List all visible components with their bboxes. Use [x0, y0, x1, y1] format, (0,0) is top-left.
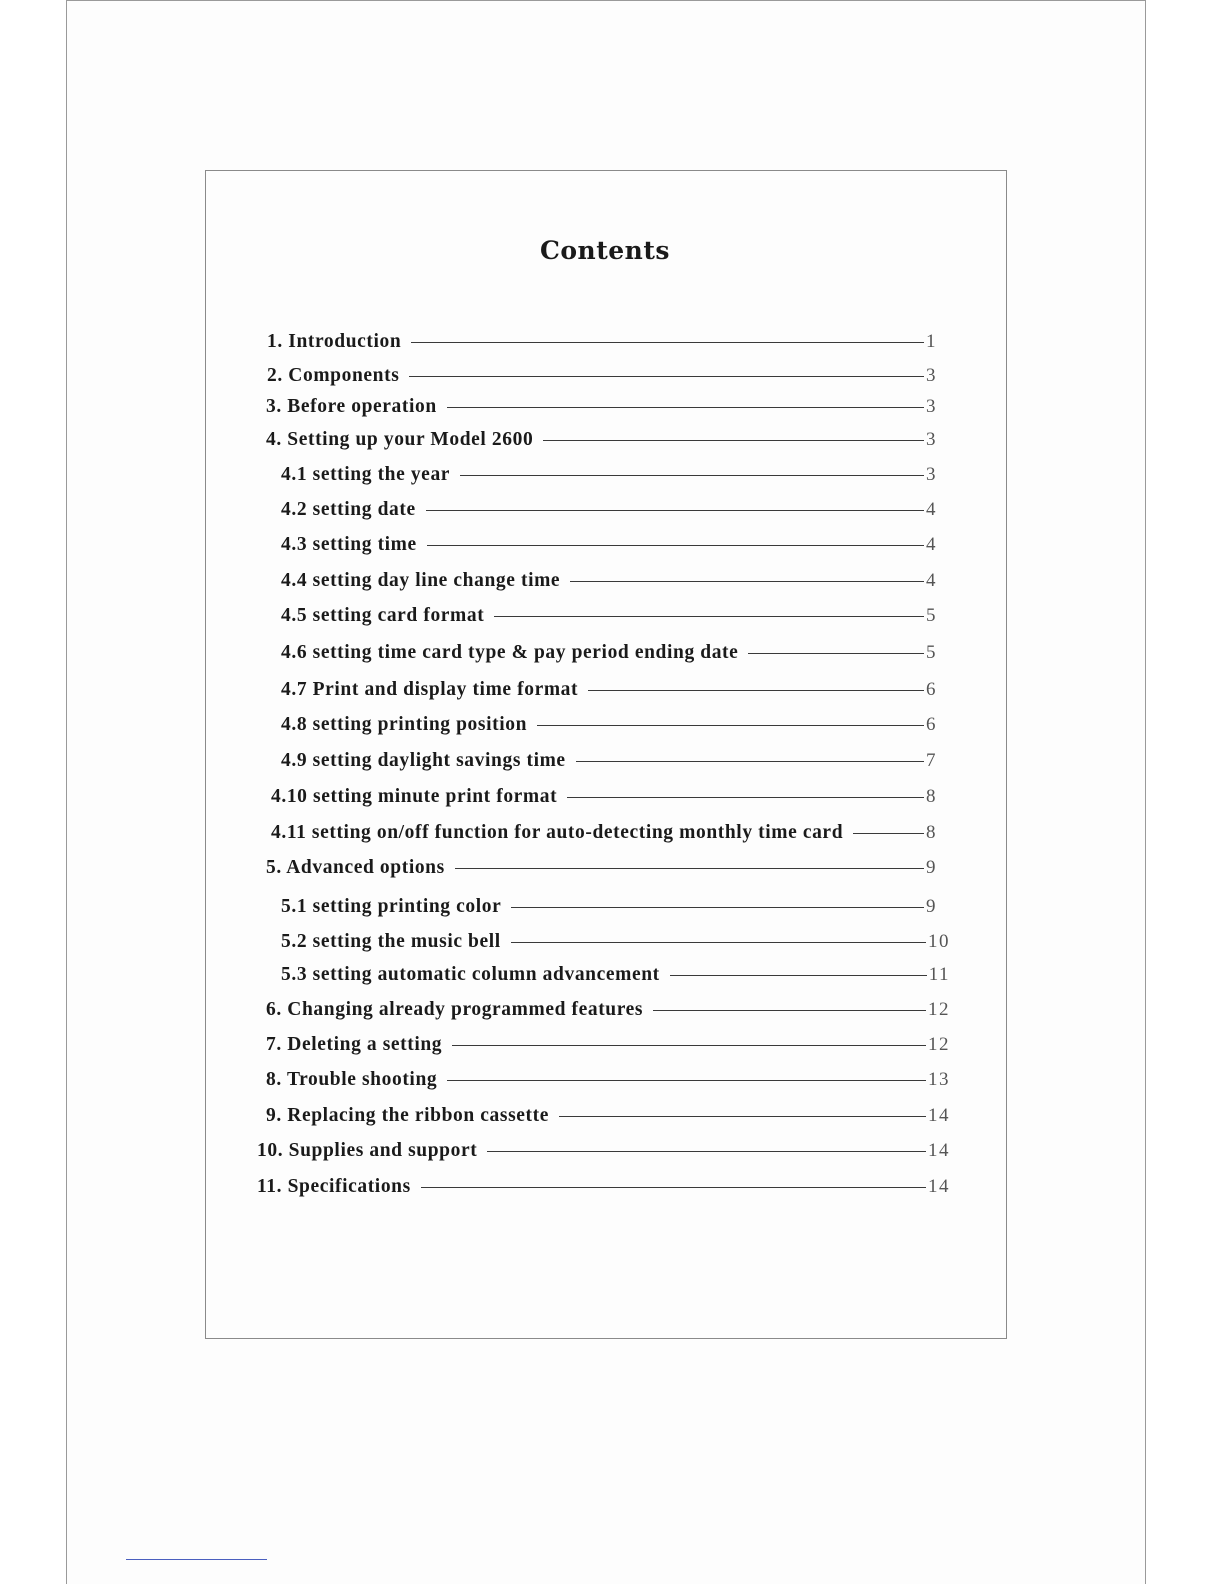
toc-entry-label: 4.1 setting the year: [281, 464, 451, 485]
toc-leader-line: [853, 833, 924, 834]
toc-entry-label: 4.5 setting card format: [281, 605, 485, 626]
toc-entry-label: 4.7 Print and display time format: [281, 679, 579, 700]
toc-leader-line: [570, 581, 924, 582]
toc-entry-label: 4.9 setting daylight savings time: [281, 750, 566, 771]
toc-entry: [281, 894, 937, 920]
toc-entry-label: 4.11 setting on/off function for auto-detecting monthly time card: [271, 822, 844, 843]
toc-entry-label: 10. Supplies and support: [257, 1140, 478, 1161]
toc-entry-page-number: 8: [926, 786, 937, 807]
toc-leader-line: [426, 510, 924, 511]
toc-entry-label: 11. Specifications: [257, 1176, 411, 1197]
toc-entry-label: 4.3 setting time: [281, 534, 417, 555]
toc-entry-label: 5.2 setting the music bell: [281, 931, 501, 952]
toc-entry: [281, 532, 937, 558]
footnote-rule: [126, 1559, 267, 1560]
toc-entry-label: 8. Trouble shooting: [266, 1069, 438, 1090]
toc-leader-line: [748, 653, 924, 654]
toc-leader-line: [455, 868, 924, 869]
toc-leader-line: [447, 1080, 926, 1081]
toc-entry: [281, 677, 937, 703]
toc-entry-label: 5. Advanced options: [266, 857, 445, 878]
toc-entry-label: 4.8 setting printing position: [281, 714, 528, 735]
toc-entry-page-number: 12: [928, 1034, 950, 1055]
toc-entry-page-number: 3: [926, 365, 937, 386]
toc-leader-line: [460, 475, 924, 476]
toc-entry-page-number: 11: [928, 964, 950, 985]
toc-entry-label: 4.6 setting time card type & pay period ending date: [281, 642, 739, 663]
toc-entry: [266, 1067, 950, 1093]
contents-title: Contents: [539, 236, 670, 265]
toc-leader-line: [447, 407, 924, 408]
toc-entry-label: 1. Introduction: [267, 331, 402, 352]
toc-entry-label: 5.1 setting printing color: [281, 896, 502, 917]
toc-leader-line: [409, 376, 924, 377]
toc-entry-page-number: 9: [926, 896, 937, 917]
toc-leader-line: [494, 616, 924, 617]
toc-entry: [266, 394, 937, 420]
toc-entry: [281, 712, 937, 738]
toc-entry-page-number: 3: [926, 396, 937, 417]
toc-entry-page-number: 12: [928, 999, 950, 1020]
toc-leader-line: [653, 1010, 926, 1011]
toc-leader-line: [427, 545, 924, 546]
toc-entry-label: 7. Deleting a setting: [266, 1034, 443, 1055]
toc-entry-page-number: 3: [926, 464, 937, 485]
toc-entry: [281, 568, 937, 594]
toc-entry-page-number: 14: [928, 1140, 950, 1161]
toc-entry-page-number: 7: [926, 750, 937, 771]
toc-entry: [281, 748, 937, 774]
toc-entry-page-number: 4: [926, 499, 937, 520]
toc-leader-line: [576, 761, 924, 762]
toc-entry: [267, 329, 937, 355]
toc-entry: [281, 497, 937, 523]
toc-entry-page-number: 6: [926, 679, 937, 700]
toc-entry-label: 4.10 setting minute print format: [271, 786, 558, 807]
toc-entry-label: 5.3 setting automatic column advancement: [281, 964, 660, 985]
toc-leader-line: [670, 975, 927, 976]
toc-leader-line: [411, 342, 924, 343]
toc-entry-page-number: 1: [926, 331, 937, 352]
toc-entry: [266, 997, 950, 1023]
toc-entry: [281, 462, 937, 488]
toc-entry-label: 4. Setting up your Model 2600: [266, 429, 534, 450]
toc-entry: [257, 1174, 950, 1200]
toc-leader-line: [559, 1116, 926, 1117]
toc-entry-page-number: 14: [928, 1105, 950, 1126]
toc-entry-label: 3. Before operation: [266, 396, 437, 417]
toc-leader-line: [452, 1045, 926, 1046]
toc-entry-label: 9. Replacing the ribbon cassette: [266, 1105, 549, 1126]
toc-entry-page-number: 9: [926, 857, 937, 878]
toc-entry-label: 4.4 setting day line change time: [281, 570, 561, 591]
toc-leader-line: [511, 942, 926, 943]
toc-leader-line: [543, 440, 924, 441]
toc-entry-page-number: 3: [926, 429, 937, 450]
toc-leader-line: [487, 1151, 926, 1152]
toc-entry-page-number: 13: [928, 1069, 950, 1090]
toc-entry: [266, 855, 937, 881]
toc-entry: [257, 1138, 950, 1164]
toc-entry: [266, 1103, 950, 1129]
toc-leader-line: [588, 690, 924, 691]
toc-leader-line: [567, 797, 924, 798]
toc-entry: [281, 640, 937, 666]
toc-entry-page-number: 5: [926, 605, 937, 626]
toc-entry-page-number: 8: [926, 822, 937, 843]
toc-entry-page-number: 14: [928, 1176, 950, 1197]
toc-entry: [271, 820, 937, 846]
toc-entry-page-number: 4: [926, 570, 937, 591]
toc-entry-label: 2. Components: [267, 365, 400, 386]
toc-leader-line: [511, 907, 924, 908]
toc-leader-line: [537, 725, 924, 726]
toc-entry-page-number: 4: [926, 534, 937, 555]
toc-entry: [281, 962, 950, 988]
toc-entry: [266, 1032, 950, 1058]
toc-entry: [271, 784, 937, 810]
toc-entry-label: 4.2 setting date: [281, 499, 416, 520]
toc-entry-label: 6. Changing already programmed features: [266, 999, 644, 1020]
toc-entry-page-number: 5: [926, 642, 937, 663]
toc-entry-page-number: 10: [928, 931, 950, 952]
toc-entry: [266, 427, 937, 453]
toc-entry: [267, 363, 937, 389]
toc-entry: [281, 929, 950, 955]
toc-leader-line: [421, 1187, 926, 1188]
toc-entry: [281, 603, 937, 629]
toc-entry-page-number: 6: [926, 714, 937, 735]
